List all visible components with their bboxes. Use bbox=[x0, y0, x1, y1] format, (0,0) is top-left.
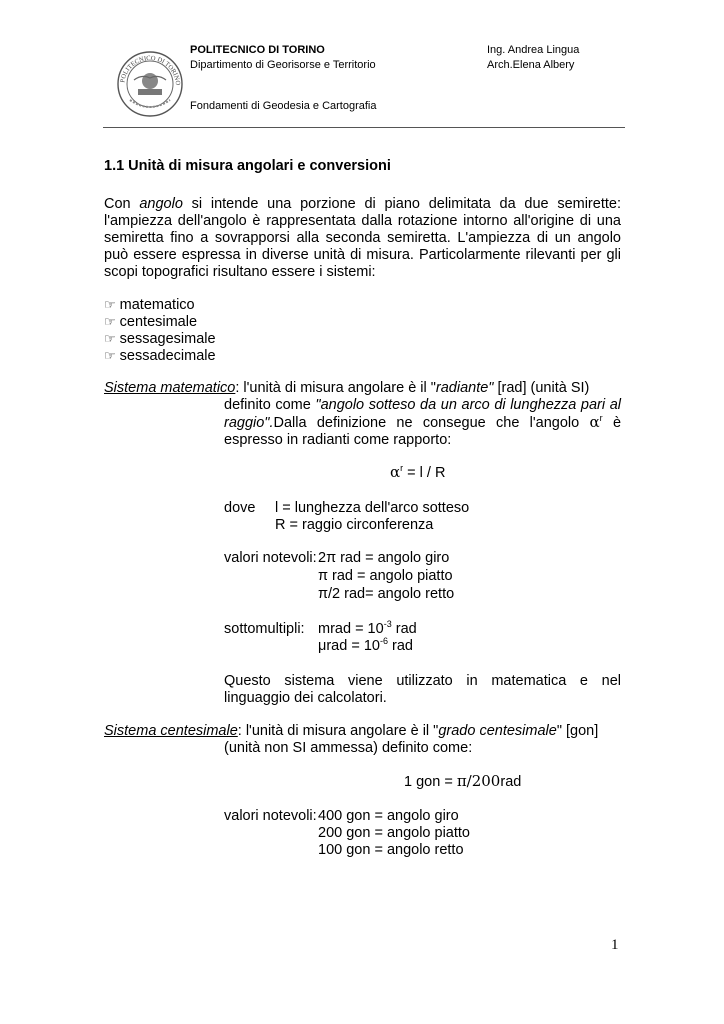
centesimale-heading-line bbox=[104, 723, 621, 740]
alpha-symbol: α bbox=[390, 463, 401, 481]
formula-text: 1 gon = bbox=[404, 774, 457, 790]
superscript-r: r bbox=[400, 463, 404, 473]
dove-l: l = lunghezza dell'arco sotteso bbox=[275, 500, 470, 516]
notevoli-label: valori notevoli: bbox=[224, 550, 317, 566]
mrad-text: mrad = 10 bbox=[318, 621, 384, 637]
list-item-label: centesimale bbox=[119, 314, 198, 330]
centesimale-text: : l'unità di misura angolare è il " bbox=[237, 723, 439, 739]
university-seal bbox=[116, 50, 184, 118]
centesimale-unit-name: grado centesimale bbox=[438, 723, 557, 739]
list-item bbox=[104, 347, 216, 365]
header-author-2: Arch.Elena Albery bbox=[487, 59, 575, 71]
centesimale-text: " [gon] bbox=[556, 723, 599, 739]
matematico-definition bbox=[224, 397, 621, 449]
matematico-heading-line bbox=[104, 380, 621, 397]
sottomultiplo-mrad bbox=[318, 621, 417, 638]
matematico-usage: Questo sistema viene utilizzato in matematica e nel linguaggio dei calcolatori. bbox=[224, 673, 621, 706]
list-item-label: matematico bbox=[119, 297, 195, 313]
list-item bbox=[104, 330, 216, 348]
urad-exponent: -6 bbox=[379, 636, 388, 646]
pointing-hand-icon: ☞ bbox=[104, 331, 116, 346]
formula-unit: rad bbox=[500, 774, 522, 790]
matematico-text: : l'unità di misura angolare è il " bbox=[235, 380, 436, 396]
centesimale-label: Sistema centesimale bbox=[104, 723, 238, 739]
formula-text: = l / R bbox=[403, 465, 446, 481]
urad-unit: rad bbox=[387, 638, 413, 654]
intro-term: angolo bbox=[139, 196, 183, 212]
pointing-hand-icon: ☞ bbox=[104, 348, 116, 363]
formula-fraction: π/200 bbox=[456, 772, 501, 790]
dove-label: dove bbox=[224, 500, 256, 516]
definition-text: Dalla definizione ne consegue che l'angolo bbox=[273, 415, 590, 431]
superscript-r: r bbox=[599, 413, 603, 423]
notevoli-value: 200 gon = angolo piatto bbox=[318, 825, 470, 841]
header-institution: POLITECNICO DI TORINO bbox=[190, 44, 325, 56]
intro-text-1: Con bbox=[104, 196, 140, 212]
list-item-label: sessadecimale bbox=[119, 348, 216, 364]
notevoli-value: 2π rad = angolo giro bbox=[318, 550, 450, 566]
matematico-label: Sistema matematico bbox=[104, 380, 236, 396]
matematico-text: [rad] (unità SI) bbox=[493, 380, 590, 396]
definition-quote: "angolo sotteso da un arco di lunghezza pari al raggio". bbox=[224, 397, 621, 431]
sottomultiplo-urad bbox=[318, 638, 413, 655]
dove-r: R = raggio circonferenza bbox=[275, 517, 434, 533]
definition-text: è espresso in radianti come rapporto: bbox=[224, 415, 622, 448]
mrad-exponent: -3 bbox=[383, 619, 392, 629]
header-author-1: Ing. Andrea Lingua bbox=[487, 44, 580, 56]
definition-text: definito come bbox=[224, 397, 316, 413]
list-item-label: sessagesimale bbox=[119, 331, 216, 347]
sottomultipli-label: sottomultipli: bbox=[224, 621, 305, 637]
header-department: Dipartimento di Georisorse e Territorio bbox=[190, 59, 376, 71]
intro-paragraph bbox=[104, 196, 621, 281]
gon-formula bbox=[404, 773, 521, 791]
list-item bbox=[104, 313, 197, 331]
header-divider bbox=[103, 127, 625, 128]
notevoli-value: π rad = angolo piatto bbox=[318, 568, 453, 584]
seal-text: POLITECNICO DI TORINO bbox=[119, 54, 182, 86]
mrad-unit: rad bbox=[391, 621, 417, 637]
alpha-symbol: α bbox=[589, 413, 600, 431]
centesimale-line-2: (unità non SI ammessa) definito come: bbox=[224, 740, 473, 756]
notevoli-value: 100 gon = angolo retto bbox=[318, 842, 464, 858]
intro-text-2: si intende una porzione di piano delimitata da due semirette: l'ampiezza dell'angolo è rappresentata dalla rotazione intorno all'origine di una semiretta fino a sovrapporsi alla seconda semiretta. L'ampiezza di un angolo può essere espressa in diverse unità di misura. Particolarmente rilevanti per gli scopi topografici risultano essere i sistemi: bbox=[104, 196, 621, 280]
notevoli-value: π/2 rad= angolo retto bbox=[318, 586, 455, 602]
section-title: 1.1 Unità di misura angolari e conversioni bbox=[104, 158, 391, 174]
centesimale-notevoli-label: valori notevoli: bbox=[224, 808, 317, 824]
pointing-hand-icon: ☞ bbox=[104, 297, 116, 312]
list-item bbox=[104, 296, 195, 314]
pointing-hand-icon: ☞ bbox=[104, 314, 116, 329]
radian-formula bbox=[390, 464, 445, 482]
page-number: 1 bbox=[611, 937, 619, 953]
notevoli-value: 400 gon = angolo giro bbox=[318, 808, 459, 824]
header-course: Fondamenti di Geodesia e Cartografia bbox=[190, 100, 377, 112]
urad-text: μrad = 10 bbox=[318, 638, 380, 654]
matematico-unit-name: radiante" bbox=[435, 380, 494, 396]
